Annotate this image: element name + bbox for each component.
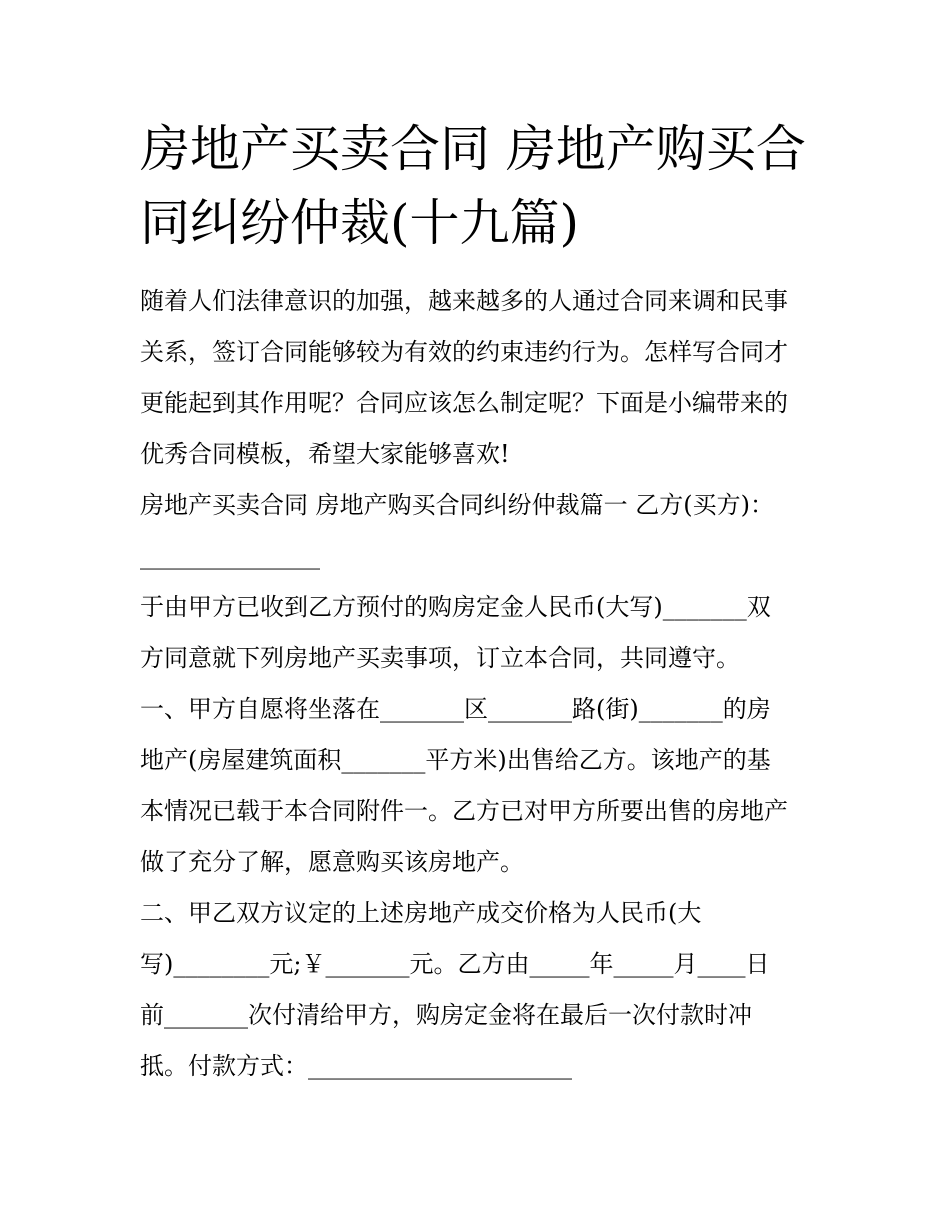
clause-2-line: 前_______次付清给甲方，购房定金将在最后一次付款时冲: [140, 1001, 752, 1029]
document-body: [140, 276, 840, 1092]
title-line-2: 同纠纷仲裁(十九篇): [140, 194, 580, 252]
body-line: 随着人们法律意识的加强，越来越多的人通过合同来调和民事: [140, 287, 788, 315]
clause-1-line: 做了充分了解，愿意购买该房地产。: [140, 848, 524, 876]
clause-2-line: 二、甲乙双方议定的上述房地产成交价格为人民币(大: [140, 899, 702, 927]
body-line: 于由甲方已收到乙方预付的购房定金人民币(大写)_______双: [140, 593, 771, 621]
title-line-1: 房地产买卖合同 房地产购买合: [140, 120, 806, 178]
clause-1-line: 地产(房屋建筑面积_______平方米)出售给乙方。该地产的基: [140, 746, 771, 774]
document-title: [140, 112, 840, 260]
clause-1-line: 本情况已载于本合同附件一。乙方已对甲方所要出售的房地产: [140, 797, 788, 825]
buyer-blank: _______________: [140, 542, 320, 570]
body-line: 优秀合同模板，希望大家能够喜欢!: [140, 440, 510, 468]
clause-2-line: 写)________元;￥_______元。乙方由_____年_____月____日: [140, 950, 770, 978]
section-heading: 房地产买卖合同 房地产购买合同纠纷仲裁篇一 乙方(买方)：: [140, 491, 774, 519]
clause-2-line: 抵。付款方式：______________________: [140, 1052, 572, 1080]
body-line: 更能起到其作用呢？合同应该怎么制定呢？下面是小编带来的: [140, 389, 788, 417]
clause-1-line: 一、甲方自愿将坐落在_______区_______路(街)_______的房: [140, 695, 771, 723]
body-line: 方同意就下列房地产买卖事项，订立本合同，共同遵守。: [140, 644, 740, 672]
body-line: 关系，签订合同能够较为有效的约束违约行为。怎样写合同才: [140, 338, 788, 366]
